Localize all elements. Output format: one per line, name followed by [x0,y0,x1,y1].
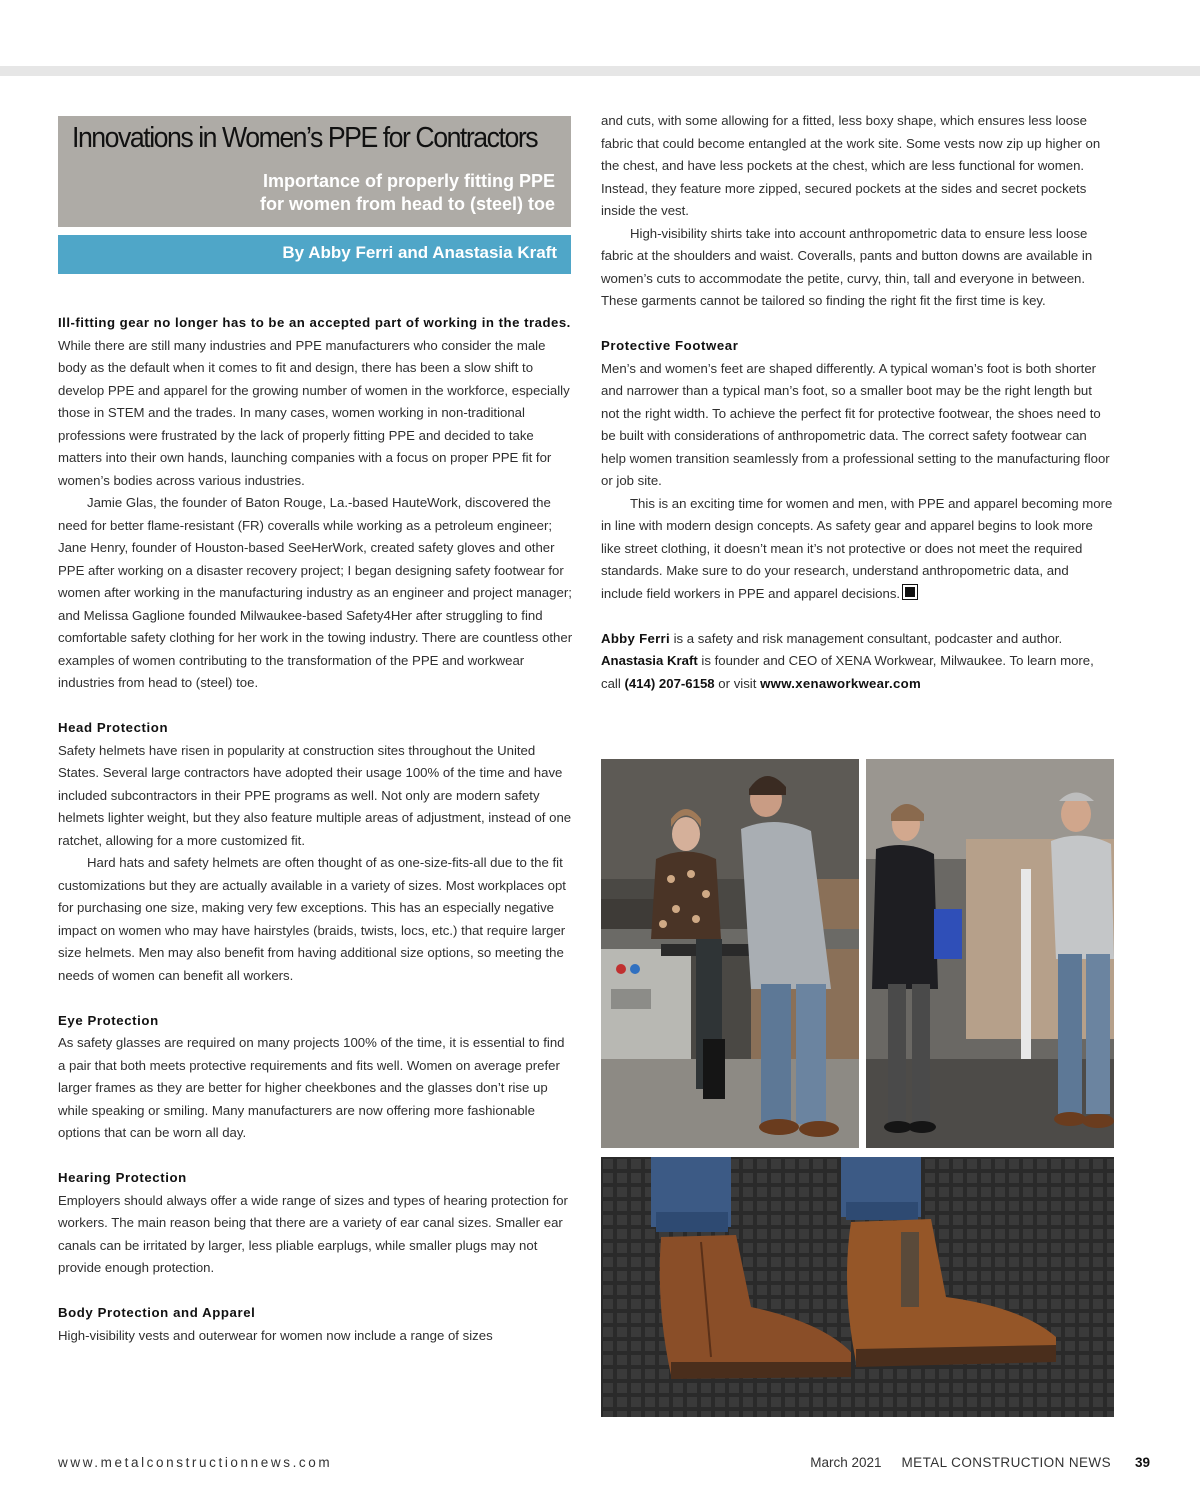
title-banner [58,116,571,227]
author-bio-kraft-text: is founder and CEO of XENA Workwear, Milwaukee. To learn more, call [601,653,1094,691]
right-column [601,110,1113,695]
intro-paragraph [58,312,573,492]
intro-lead: Ill-fitting gear no longer has to be an accepted part of working in the trades. [58,315,571,330]
protective-footwear-heading: Protective Footwear [601,338,739,353]
protective-footwear-paragraph-2 [601,493,1113,606]
hearing-protection-paragraph: Employers should always offer a wide range of sizes and types of hearing protection for workers. The main reason being that there are a variety of ear canal sizes. Smaller ear canals can be irritated by larger, less pliable earplugs, while smaller plugs may not provide enough protection. [58,1192,568,1275]
byline-banner [58,235,571,274]
author-bio-ferri-text: is a safety and risk management consultant, podcaster and author. [669,630,1063,646]
protective-footwear-paragraph-1: Men’s and women’s feet are shaped differently. A typical woman’s foot is both shorter and narrower than a typical man’s foot, so a smaller boot may be the right length but not the right width. To achieve the perfect fit for protective footwear, the shoes need to be built with considerations of anthropometric data. The correct safety footwear can help women transition seamlessly from a professional setting to the manufacturing floor or job site. [601,360,1110,488]
founders-paragraph: Jamie Glas, the founder of Baton Rouge, La.-based HauteWork, discovered the need for better flame-resistant (FR) coveralls while working as a petroleum engineer; Jane Henry, founder of Houston-based SeeHerWork, created safety gloves and other PPE after working on a disaster recovery project; I began designing safety footwear for women after working in the manufacturing industry as an engineer and project manager; and Melissa Gaglione founded Milwaukee-based Safety4Her after struggling to find comfortable safety clothing for her work in the towing industry. There are countless other examples of women contributing to the transformation of the PPE and workwear industries from head to (steel) toe. [58,495,573,690]
page-number: 39 [1134,1455,1150,1470]
body-protection-paragraph-continued: and cuts, with some allowing for a fitted, less boxy shape, which ensures less loose fabric that could become entangled at the work site. Some vests now zip up higher on the chest, and have less pockets at the chest, which are less functional for women. Instead, they feature more zipped, secured pockets at the sides and secret pockets inside the vest. [601,113,1101,218]
author-bio-ferri [601,628,1113,651]
phone-number: (414) 207-6158 [624,675,715,691]
author-bio-kraft [601,650,1113,695]
closing-text: This is an exciting time for women and men, with PPE and apparel becoming more in line with modern design concepts. As safety gear and apparel begins to look more like street clothing, it doesn’t mean it’s not protective or does not meet the required standards. Make sure to do your research, understand anthropometric data, and include field workers in PPE and apparel decisions. [601,495,1113,601]
eye-protection-paragraph: As safety glasses are required on many projects 100% of the time, it is essential to find a pair that both meets protective requirements and fits well. Women on average prefer larger frames as they are better for higher cheekbones and the glasses don’t rise up while speaking or smiling. Many manufacturers are now offering more fashionable options that can be worn all day. [58,1035,565,1140]
author-name-kraft: Anastasia Kraft [601,653,698,668]
article-title: Innovations in Women’s PPE for Contractors [72,122,538,154]
subtitle-line-1: Importance of properly fitting PPE [262,171,555,191]
head-protection-paragraph-2: Hard hats and safety helmets are often thought of as one-size-fits-all due to the fit customizations but they are actually available in a variety of sizes. Most workplaces opt for purchasing one size, making very few exceptions. This has an especially negative impact on women who may have hairstyles (braids, twists, locs, etc.) that require larger size helmets. Men may also benefit from having additional size options, so meeting the needs of women can benefit all workers. [58,855,566,983]
eye-protection-heading: Eye Protection [58,1012,159,1028]
body-protection-heading: Body Protection and Apparel [58,1305,256,1320]
intro-text: While there are still many industries and PPE manufacturers who consider the male body as the default when it comes to fit and design, there has been a slow shift to develop PPE and apparel for the growing number of women in the workforce, especially those in STEM and the trades. In many cases, women working in non-traditional professions were frustrated by the lack of properly fitting PPE and decided to take matters into their own hands, launching companies with a focus on proper PPE fit for women’s bodies across various industries. [58,337,570,488]
author-name-ferri: Abby Ferri [601,630,670,646]
author-bio-or: or visit [714,675,761,691]
head-protection-paragraph-1: Safety helmets have risen in popularity at construction sites throughout the United States. Several large contractors have adopted their usage 100% of the time and have included subcontractors in their PPE programs as well. Not only are modern safety helmets lighter weight, but they also feature multiple areas of adjustment, instead of one ratchet, allowing for a more customized fit. [58,742,572,848]
hearing-protection-heading: Hearing Protection [58,1170,187,1185]
left-column [58,312,573,1347]
head-protection-heading: Head Protection [58,720,169,735]
top-rule [0,66,1200,76]
boots-photo [601,1157,1114,1417]
website-link[interactable]: www.xenaworkwear.com [760,675,921,691]
footer-url[interactable]: www.metalconstructionnews.com [58,1455,333,1470]
publication-name: METAL CONSTRUCTION NEWS [901,1455,1111,1470]
body-protection-paragraph-2: High-visibility shirts take into account anthropometric data to ensure less loose fabric at the shoulders and waist. Coveralls, pants and button downs are available in women’s cuts to accommodate the petite, curvy, thin, tall and everyone in between. These garments cannot be tailored so finding the right fit the first time is key. [601,225,1093,308]
issue-date: March 2021 [810,1455,882,1470]
subtitle-line-2: for women from head to (steel) toe [259,194,555,214]
conversation-photo [866,759,1114,1148]
end-mark-icon [902,584,918,600]
workshop-photo [601,759,859,1148]
body-protection-paragraph-1: High-visibility vests and outerwear for women now include a range of sizes [58,1327,493,1343]
article-subtitle [260,170,555,216]
footer-info [810,1455,1150,1470]
byline: By Abby Ferri and Anastasia Kraft [282,243,557,262]
